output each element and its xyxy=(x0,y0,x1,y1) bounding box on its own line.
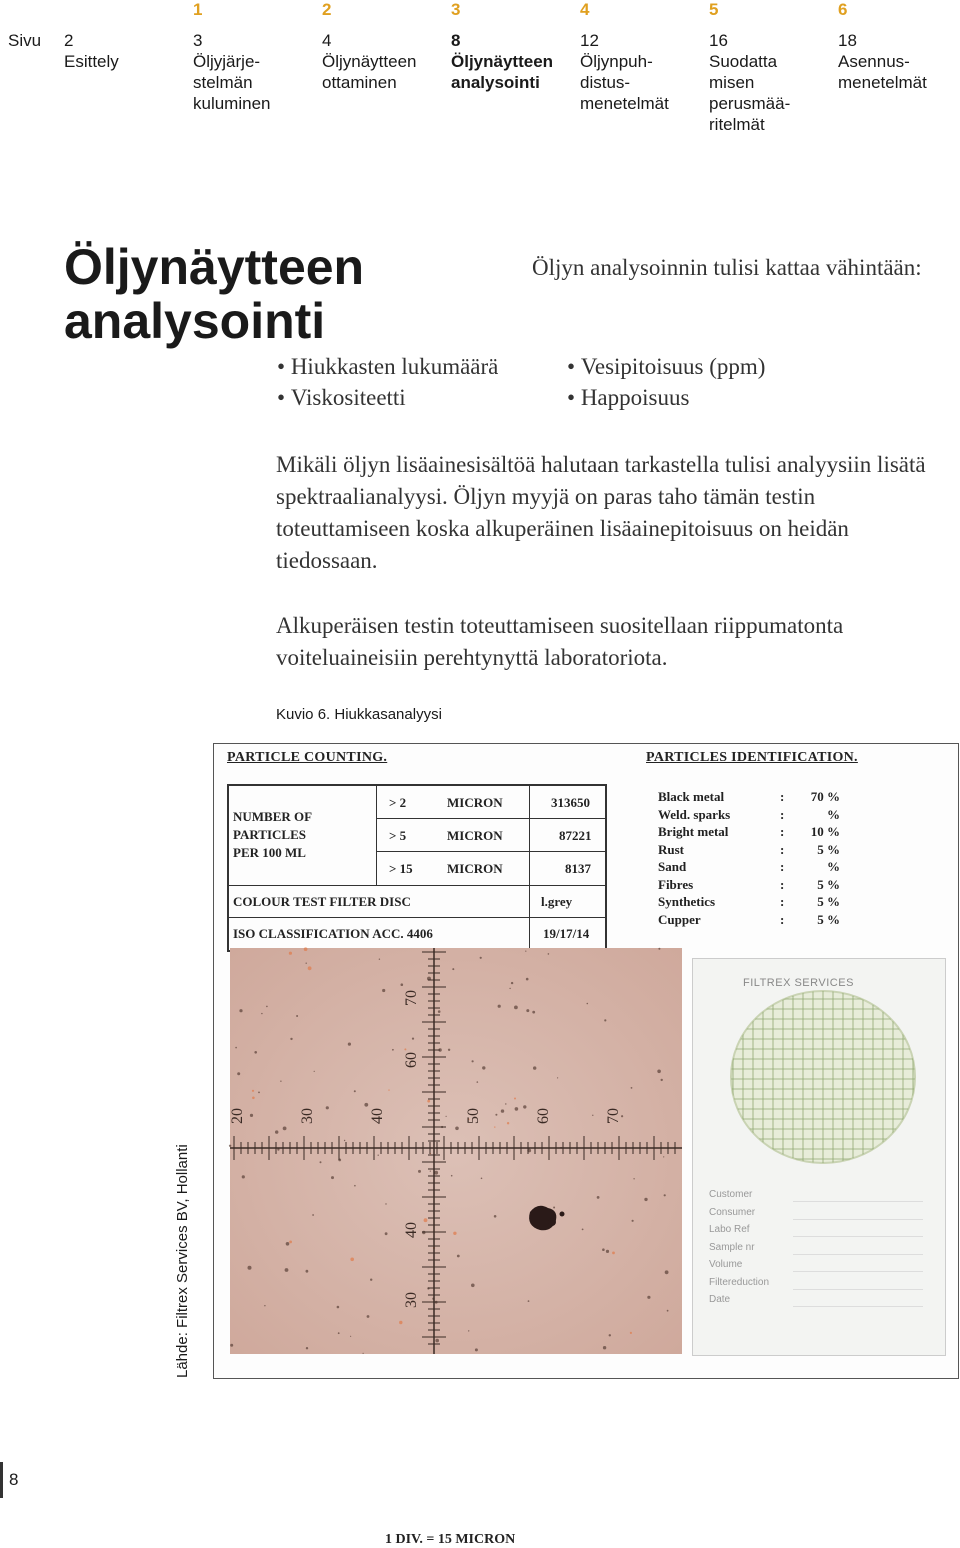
page-number-bar xyxy=(0,1462,3,1498)
count-label: NUMBER OF PARTICLES PER 100 ML xyxy=(233,809,313,860)
identification-name: Bright metal xyxy=(658,824,729,839)
scale-tick-label: 60 xyxy=(403,1052,420,1068)
card-field-line xyxy=(793,1254,923,1255)
identification-value: 5 % xyxy=(817,876,840,892)
identification-value: 10 % xyxy=(810,824,840,839)
size-label: > 5 xyxy=(389,828,407,843)
nav-section-number: 5 xyxy=(709,0,719,19)
scale-label: 1 DIV. = 15 MICRON xyxy=(385,1532,516,1547)
colour-test-value: l.grey xyxy=(541,894,573,909)
nav-section-number: 2 xyxy=(322,0,332,19)
scale-tick-label: 70 xyxy=(403,990,420,1006)
body-paragraph: Mikäli öljyn lisäainesisältöä halutaan tarkastella tulisi analyysiin lisätä spektraalianalyysi. Öljyn myyjä on paras taho tämän testin toteuttamiseen koska alkuperäinen lisäainepitoisuus on heidän tiedossaan. xyxy=(276,452,926,573)
card-field-line xyxy=(793,1289,923,1290)
identification-value: 5 % xyxy=(817,841,840,857)
particle-count-table xyxy=(227,784,607,952)
card-field-line xyxy=(793,1201,923,1202)
identification-value: 5 % xyxy=(817,911,840,927)
iso-label: ISO CLASSIFICATION ACC. 4406 xyxy=(233,926,433,941)
identification-separator: : xyxy=(780,789,785,804)
bullet-list-left xyxy=(277,351,498,413)
size-label: > 15 xyxy=(389,861,413,876)
particle-counting-heading: PARTICLE COUNTING. xyxy=(227,750,388,765)
card-field-label: Sample nr xyxy=(709,1241,755,1253)
identification-name: Black metal xyxy=(658,789,725,804)
source-label: Lähde: Filtrex Services BV, Hollanti xyxy=(174,1144,191,1378)
particle-report xyxy=(214,744,958,954)
identification-separator: : xyxy=(780,876,785,892)
particle-analysis-figure xyxy=(213,743,959,1547)
scale-tick-label: 70 xyxy=(605,1108,622,1124)
page-title: Öljynäytteen analysointi xyxy=(64,239,365,349)
particles-identification-heading: PARTICLES IDENTIFICATION. xyxy=(646,750,858,765)
card-field-label: Customer xyxy=(709,1189,753,1200)
colour-test-label: COLOUR TEST FILTER DISC xyxy=(233,894,411,909)
nav-section-number: 6 xyxy=(838,0,848,19)
list-item: • Happoisuus xyxy=(567,382,765,413)
list-item: • Hiukkasten lukumäärä xyxy=(277,351,498,382)
count-value: 87221 xyxy=(559,828,592,843)
unit-label: MICRON xyxy=(447,828,503,843)
identification-separator: : xyxy=(780,894,785,909)
scale-tick-label: 20 xyxy=(229,1108,246,1124)
scale-tick-label: 50 xyxy=(465,1108,482,1124)
membrane-image xyxy=(230,948,682,1354)
card-field-label: Volume xyxy=(709,1259,743,1270)
page-number: 8 xyxy=(9,1470,19,1489)
card-field-line xyxy=(793,1271,923,1272)
card-title: FILTREX SERVICES xyxy=(743,977,854,989)
card-field-line xyxy=(793,1236,923,1237)
filter-membrane-photo xyxy=(229,948,682,1547)
card-field-line xyxy=(793,1306,923,1307)
scale-tick-label: 30 xyxy=(299,1108,316,1124)
identification-separator: : xyxy=(780,824,785,839)
identification-name: Weld. sparks xyxy=(658,806,731,822)
identification-value: 5 % xyxy=(817,894,840,909)
table-row: > 2 xyxy=(389,795,407,810)
identification-name: Synthetics xyxy=(658,894,716,909)
nav-section-number: 3 xyxy=(451,0,461,19)
card-field-label: Consumer xyxy=(709,1206,756,1218)
scale-tick-label: 40 xyxy=(369,1108,386,1124)
identification-value: % xyxy=(827,806,840,822)
count-value: 313650 xyxy=(551,795,590,810)
card-field-label: Date xyxy=(709,1294,731,1305)
figure-caption: Kuvio 6. Hiukkasanalyysi xyxy=(276,706,442,723)
identification-separator: : xyxy=(780,806,785,822)
iso-value: 19/17/14 xyxy=(543,926,590,941)
identification-value: 70 % xyxy=(810,789,840,804)
count-value: 8137 xyxy=(565,861,591,876)
identification-value: % xyxy=(827,859,840,874)
nav-page-label: Sivu xyxy=(8,31,42,50)
filter-card xyxy=(692,958,946,1356)
nav-item[interactable]: 12 Öljynpuh- distus- menetelmät xyxy=(580,31,669,113)
nav-section-number: 1 xyxy=(193,0,203,19)
card-field-label: Filtereduction xyxy=(709,1276,770,1288)
list-item: • Vesipitoisuus (ppm) xyxy=(567,351,765,382)
nav-item[interactable]: 2 Esittely xyxy=(64,31,119,71)
scale-tick-label: 60 xyxy=(535,1108,552,1124)
identification-separator: : xyxy=(780,841,785,857)
identification-separator: : xyxy=(780,859,785,874)
identification-name: Fibres xyxy=(658,876,694,892)
intro-text: Öljyn analysoinnin tulisi kattaa vähintään: xyxy=(532,255,922,280)
nav-item[interactable]: 18 Asennus- menetelmät xyxy=(838,31,927,92)
identification-name: Cupper xyxy=(658,911,701,927)
scale-tick-label: 30 xyxy=(403,1292,420,1308)
nav-item[interactable]: 8 Öljynäytteen analysointi xyxy=(451,31,554,92)
body-paragraph: Alkuperäisen testin toteuttamiseen suositellaan riippumatonta voiteluaineisiin perehtynyttä laboratoriota. xyxy=(276,613,844,670)
unit-label: MICRON xyxy=(447,795,503,810)
nav-section-number: 4 xyxy=(580,0,590,19)
filter-disc-icon xyxy=(693,989,945,1169)
card-field-label: Labo Ref xyxy=(709,1224,750,1235)
unit-label: MICRON xyxy=(447,861,503,876)
identification-separator: : xyxy=(780,911,785,927)
nav-item[interactable]: 3 Öljyjärje- stelmän kuluminen xyxy=(193,31,271,113)
identification-name: Sand xyxy=(658,859,687,874)
list-item: • Viskositeetti xyxy=(277,382,498,413)
identification-name: Rust xyxy=(658,841,685,857)
card-field-line xyxy=(793,1219,923,1220)
bullet-list-right xyxy=(567,351,765,413)
scale-tick-label: 40 xyxy=(403,1222,420,1238)
nav-item[interactable]: 4 Öljynäytteen ottaminen xyxy=(322,31,417,92)
nav-item[interactable]: 16 Suodatta misen perusmää- ritelmät xyxy=(709,31,791,134)
